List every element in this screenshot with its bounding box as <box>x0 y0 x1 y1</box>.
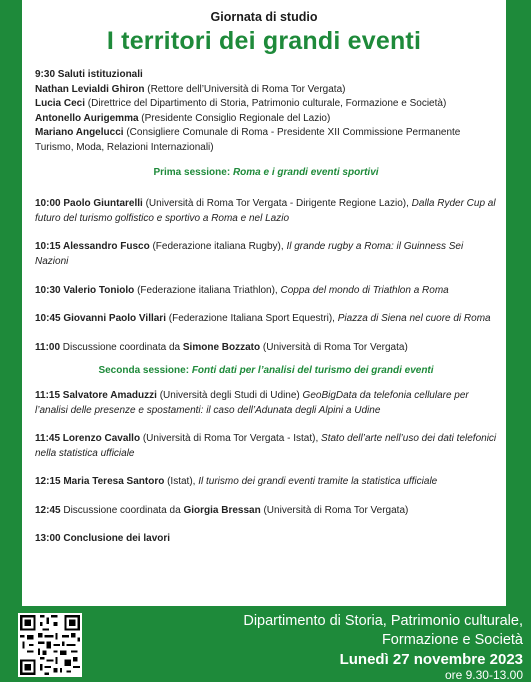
event-subtitle: Giornata di studio <box>210 10 318 24</box>
speaker-role: (Presidente Consiglio Regionale del Lazio) <box>138 112 331 124</box>
session-heading-2: Seconda sessione: Fonti dati per l’analisi del turismo dei grandi eventi <box>98 365 434 377</box>
qr-code-icon <box>18 613 82 677</box>
speaker-name: Lucia Ceci <box>35 98 86 110</box>
department-name: Dipartimento di Storia, Patrimonio culturale, Formazione e Società <box>243 613 523 648</box>
speaker-name: Mariano Angelucci <box>35 127 124 139</box>
talk-item: 11:15 Salvatore Amaduzzi (Università degli Studi di Udine) GeoBigData da telefonia cellulare per l’analisi delle presenze e spostamenti: il caso dell’Adunata degli Alpini a Udine <box>35 389 469 416</box>
event-date: Lunedì 27 novembre 2023 <box>339 651 523 668</box>
program-list <box>35 68 497 547</box>
talk-item: 11:45 Lorenzo Cavallo (Università di Roma Tor Vergata - Istat), Stato dell’arte nell’uso dei dati telefonici nella statistica ufficiale <box>35 433 497 459</box>
speaker-role: (Direttrice del Dipartimento di Storia, Patrimonio culturale, Formazione e Società) <box>85 98 447 110</box>
speaker-line <box>35 112 497 127</box>
closing-item: 13:00 Conclusione dei lavori <box>35 533 171 545</box>
speaker-role: (Rettore dell’Università di Roma Tor Vergata) <box>144 83 346 95</box>
program-card <box>22 0 506 606</box>
discussion-item: 11:00 Discussione coordinata da Simone Bozzato (Università di Roma Tor Vergata) <box>35 341 408 353</box>
opening-time: 9:30 Saluti istituzionali <box>35 69 143 80</box>
speaker-line <box>35 83 497 98</box>
talk-item: 10:15 Alessandro Fusco (Federazione italiana Rugby), Il grande rugby a Roma: il Guinness Sei Nazioni <box>35 241 464 267</box>
talk-item: 10:45 Giovanni Paolo Villari (Federazione Italiana Sport Equestri), Piazza di Siena nel cuore di Roma <box>35 313 491 325</box>
event-time: ore 9.30-13.00 <box>444 668 523 682</box>
speaker-role: (Consigliere Comunale di Roma - Presidente XII Commissione Permanente Turismo, Moda, Relazioni Internazionali) <box>35 127 461 153</box>
talk-item: 10:30 Valerio Toniolo (Federazione italiana Triathlon), Coppa del mondo di Triathlon a Roma <box>35 284 449 296</box>
talk-item: 12:15 Maria Teresa Santoro (Istat), Il turismo dei grandi eventi tramite la statistica ufficiale <box>35 476 438 488</box>
discussion-item: 12:45 Discussione coordinata da Giorgia Bressan (Università di Roma Tor Vergata) <box>35 504 409 516</box>
speaker-name: Nathan Levialdi Ghiron <box>35 83 145 95</box>
speaker-line <box>35 97 497 112</box>
session-heading-1: Prima sessione: Roma e i grandi eventi sportivi <box>153 166 379 178</box>
speaker-line <box>35 126 497 155</box>
speaker-name: Antonello Aurigemma <box>35 112 139 124</box>
talk-item: 10:00 Paolo Giuntarelli (Università di Roma Tor Vergata - Dirigente Regione Lazio), Dalla Ryder Cup al futuro del turismo golfistico e sportivo a Roma e nel Lazio <box>35 198 496 224</box>
event-title: I territori dei grandi eventi <box>106 27 422 55</box>
